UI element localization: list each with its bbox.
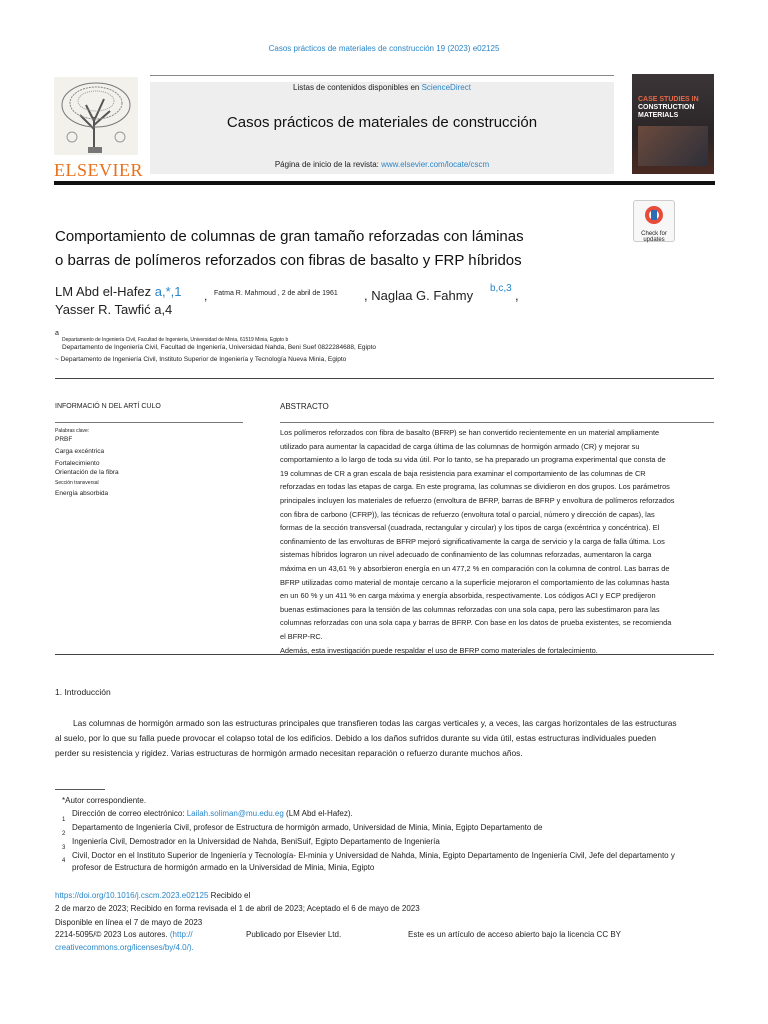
elsevier-wordmark: ELSEVIER [54,160,143,180]
doi-line [55,889,250,902]
author-separator-1: , [204,289,208,303]
author-2: Fatma R. Mahmoud , 2 de abril de 1961 [214,290,338,297]
abstract-line: utilizado para aumentar la capacidad de carga última de las columnas de hormigón armado (CR) y mejorar su [280,441,640,451]
footnote-text: Ingeniería Civil, Demostrador en la Universidad de Nahda, BeniSuif, Egipto Departamento de Ingeniería [72,837,440,846]
article-info-rule [55,422,243,423]
cover-line-2: CONSTRUCTION [638,104,695,111]
intro-line: Las columnas de hormigón armado son las estructuras principales que transfieren todas las cargas verticales y, a veces, las cargas horizontales de las estructuras [73,718,677,728]
homepage-link[interactable]: www.elsevier.com/locate/cscm [381,160,490,169]
author-1 [55,284,181,299]
abstract-line: máxima en un 43,61 % y absorbieron energía en un 477,2 % en comparación con la columna de control. Las barras de [280,563,670,573]
author-1-affiliation-link[interactable]: a,*,1 [154,284,182,299]
footnote-text: Civil, Doctor en el Instituto Superior de Ingeniería y Tecnología- El-minia y Universidad de Nahda, Minia, Egipto Departamento de Ingeniería Civil, Jefe del departamento y [72,851,675,860]
author-separator-2: , [515,288,519,303]
author-3 [364,288,473,303]
online-date: Disponible en línea el 7 de mayo de 2023 [55,918,203,927]
corresponding-author-note: *Autor correspondiente. [62,796,147,805]
check-for-updates-button[interactable] [633,200,675,242]
footnote-number: 1 [62,817,66,823]
footnote-number: 4 [62,858,66,864]
cover-line-3: MATERIALS [638,112,679,119]
keyword-item: Fortalecimiento [55,460,100,467]
title-line-2: o barras de polímeros reforzados con fibras de basalto y FRP híbridos [55,252,522,269]
homepage-prefix: Página de inicio de la revista: [274,160,379,169]
journal-cover[interactable] [632,74,714,174]
footnote-number: 3 [62,845,66,851]
author-1-name: LM Abd el-Hafez [55,284,152,299]
email-note [72,807,353,820]
footnote-rule [55,789,105,790]
abstract-bottom-rule [55,654,714,655]
abstract-line: reforzadas en todas las etapas de carga. En este programa, las columnas se dividieron en dos grupos. Los parámetros [280,482,670,492]
abstract-line: confinamiento de las envolturas de BFRP mejoró significativamente la carga de servicio y la carga de falla última. Los [280,536,665,546]
abstract-line: en un 60 % y un 411 % en carga máxima y energía absorbida, respectivamente. Los códigos ACI y ECP predijeron [280,591,656,601]
cover-title [638,96,710,120]
email-suffix: (LM Abd el-Hafez). [286,809,353,818]
history-dates: 2 de marzo de 2023; Recibido en forma revisada el 1 de abril de 2023; Aceptado el 6 de mayo de 2023 [55,904,420,913]
article-title [55,225,524,273]
keyword-item: Sección transversal [55,480,99,486]
abstract-line: sistemas híbridos lograron un nivel adecuado de confinamiento de las columnas reforzadas, aumentaron la carga [280,550,652,560]
title-line-1: Comportamiento de columnas de gran tamaño reforzadas con láminas [55,228,524,245]
open-access-note: Este es un artículo de acceso abierto bajo la licencia CC BY [408,930,622,939]
abstract-line: 19 columnas de CR a gran escala de baja resistencia para examinar el comportamiento de las columnas de CR [280,468,646,478]
license-link[interactable]: (http:// [169,930,193,939]
affiliation-a: Departamento de Ingeniería Civil, Facultad de Ingeniería, Universidad de Minia, 61519 Minia, Egipto b [62,337,289,343]
affiliation-c: ~ Departamento de Ingeniería Civil, Instituto Superior de Ingeniería y Tecnología Nueva Minia, Egipto [55,356,347,363]
abstract-line: con fibra de carbono (CFRP)), las técnicas de refuerzo (envoltura total o parcial, número y dirección de capas), las [280,509,655,519]
abstract-line: formas de la sección transversal (cuadrada, rectangular y circular) y los tipos de carga (excéntrica y concéntrica). El [280,523,660,533]
author-3-affiliation-link[interactable]: b,c,3 [490,283,512,294]
abstract-line: columnas reforzadas con una sola capa y barras de BFRP. Con base en los datos de prueba existentes, se recomienda [280,618,672,628]
author-4: Yasser R. Tawfić a,4 [55,302,173,317]
homepage-line [150,160,614,169]
affiliation-a-marker: a [55,330,59,337]
check-label-2: updates [643,237,665,243]
abstract-line: buenas estimaciones para la tensión de las columnas reforzadas con una sola capa, pero las subestimaron para las [280,604,660,614]
journal-citation[interactable]: Casos prácticos de materiales de construcción 19 (2023) e02125 [268,44,500,53]
keyword-item: Carga excéntrica [55,448,105,455]
keyword-item: PRBF [55,436,73,443]
intro-paragraph [55,716,719,761]
journal-title: Casos prácticos de materiales de construcción [226,114,538,131]
keyword-item: Energía absorbida [55,490,109,497]
check-label-1: Check for [641,231,667,237]
email-prefix: Dirección de correo electrónico: [72,809,185,818]
abstract-body [280,426,720,657]
abstract-line: el BFRP-RC. [280,631,323,641]
email-link[interactable]: Lailah.soliman@mu.edu.eg [186,809,284,818]
article-info-heading: INFORMACIÓ N DEL ARTÍ CULO [55,403,161,410]
author-3-name: , Naglaa G. Fahmy [364,288,474,303]
contents-prefix: Listas de contenidos disponibles en [293,83,420,92]
elsevier-tree-icon [54,77,138,155]
abstract-heading: ABSTRACTO [280,402,329,411]
copyright-line [55,928,193,941]
abstract-line: Además, esta investigación puede respaldar el uso de BFRP como materiales de fortalecimiento. [280,645,598,655]
publisher-note: Publicado por Elsevier Ltd. [246,930,342,939]
footnote-text: Departamento de Ingeniería Civil, profesor de Estructura de hormigón armado, Universidad de Minia, Minia, Egipto Departamento de [72,823,543,832]
cover-image [638,126,708,166]
intro-line: perder su resistencia y rigidez. Varias estructuras de hormigón armado necesitan reparación o refuerzo durante muchos años. [55,748,523,758]
abstract-rule [280,422,714,423]
abstract-line: principales incluyen los materiales de refuerzo (envoltura de BFRP, barras de BFRP y envoltura de polímeros reforzados [280,495,675,505]
cover-line-1: CASE STUDIES IN [638,96,699,103]
abstract-line: BFRP utilizadas como material de montaje cercano a la superficie mejoraron el comportamiento de las columnas hasta [280,577,670,587]
keyword-item: Orientación de la fibra [55,469,119,476]
keywords-label: Palabras clave: [55,428,90,434]
masthead-thick-rule [54,181,715,185]
abstract-line: Los polímeros reforzados con fibra de basalto (BFRP) se han convertido recientemente en un material ampliamente [280,428,660,437]
footnote-text: profesor de Estructura de hormigón armado en la Universidad de Minia, Minia, Egipto [72,863,375,872]
affiliation-b: Departamento de Ingeniería Civil, Facultad de Ingeniería, Universidad Nahda, Beni Suef 0822284688, Egipto [62,344,377,351]
masthead-top-rule [150,75,614,76]
received-label: Recibido el [210,891,251,900]
intro-line: al suelo, por lo que su falla puede provocar el colapso total de los edificios. Debido a los daños sufridos durante su vida útil, estas estructuras individuales pueden [55,733,657,743]
elsevier-logo[interactable] [54,77,143,180]
abstract-line: comportamiento a lo largo de toda su vida útil. Por lo tanto, se ha preparado un programa experimental que consta de [280,455,666,465]
update-badge-icon [642,204,666,226]
doi-link[interactable]: https://doi.org/10.1016/j.cscm.2023.e02125 [55,891,209,900]
contents-line [150,83,614,92]
license-url[interactable]: creativecommons.org/licenses/by/4.0/). [55,943,194,952]
keyword-list [55,436,119,500]
sciencedirect-link[interactable]: ScienceDirect [421,83,471,92]
issn-text: 2214-5095/© 2023 Los autores. [55,930,168,939]
footnote-number: 2 [62,831,66,837]
header-rule [55,378,714,379]
masthead-banner [150,82,614,174]
section-heading: 1. Introducción [55,687,111,697]
